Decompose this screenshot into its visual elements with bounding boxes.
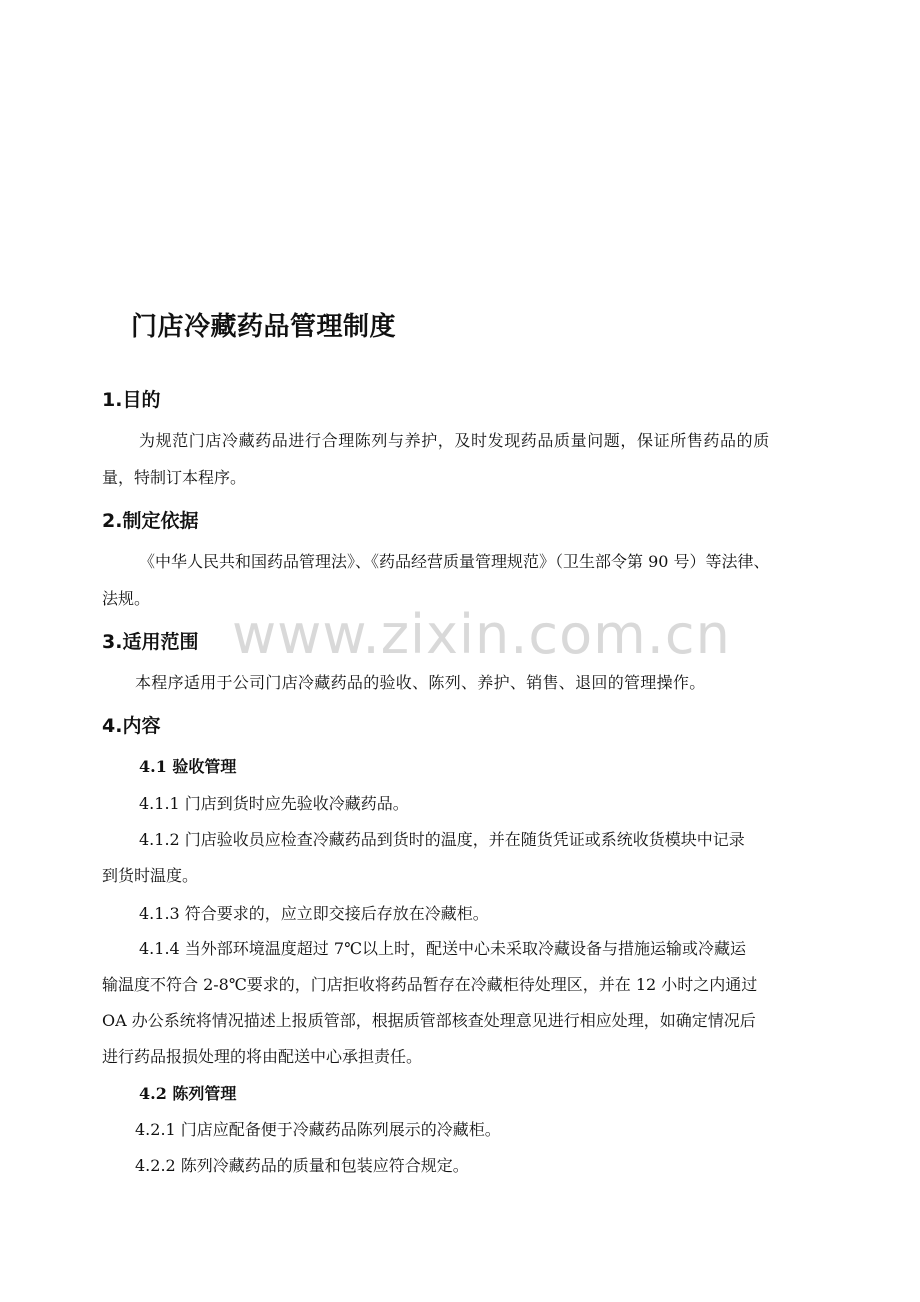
list-item-line: 进行药品报损处理的将由配送中心承担责任。 [102, 1047, 423, 1066]
list-item-line: 到货时温度。 [102, 866, 199, 885]
list-item-line: 4.1.1 门店到货时应先验收冷藏药品。 [139, 794, 409, 813]
list-item-line: 4.2.1 门店应配备便于冷藏药品陈列展示的冷藏柜。 [135, 1120, 501, 1139]
list-item-line: 4.1.4 当外部环境温度超过 7℃以上时，配送中心未采取冷藏设备与措施运输或冷藏运 [139, 939, 746, 958]
watermark: www.zixin.com.cn [232, 603, 731, 666]
subsection-heading-display: 4.2 陈列管理 [139, 1084, 237, 1103]
section-heading-content: 4.内容 [102, 715, 161, 737]
subsection-heading-acceptance: 4.1 验收管理 [139, 757, 237, 776]
list-item-line: 4.1.3 符合要求的，应立即交接后存放在冷藏柜。 [139, 904, 489, 923]
paragraph-line: 为规范门店冷藏药品进行合理陈列与养护，及时发现药品质量问题，保证所售药品的质 [139, 431, 770, 450]
section-heading-purpose: 1.目的 [102, 389, 161, 411]
list-item-line: 4.2.2 陈列冷藏药品的质量和包装应符合规定。 [135, 1156, 469, 1175]
section-heading-scope: 3.适用范围 [102, 631, 199, 653]
paragraph-line: 本程序适用于公司门店冷藏药品的验收、陈列、养护、销售、退回的管理操作。 [135, 673, 706, 692]
list-item-line: OA 办公系统将情况描述上报质管部，根据质管部核查处理意见进行相应处理，如确定情况后 [102, 1011, 756, 1030]
list-item-line: 4.1.2 门店验收员应检查冷藏药品到货时的温度，并在随货凭证或系统收货模块中记录 [139, 830, 745, 849]
document-title: 门店冷藏药品管理制度 [131, 312, 397, 342]
paragraph-line: 法规。 [102, 589, 151, 608]
paragraph-line: 《中华人民共和国药品管理法》、《药品经营质量管理规范》（卫生部令第 90 号）等法律、 [139, 552, 770, 571]
paragraph-line: 量，特制订本程序。 [102, 468, 247, 487]
section-heading-basis: 2.制定依据 [102, 510, 199, 532]
list-item-line: 输温度不符合 2-8℃要求的，门店拒收将药品暂存在冷藏柜待处理区，并在 12 小时之内通过 [102, 975, 758, 994]
